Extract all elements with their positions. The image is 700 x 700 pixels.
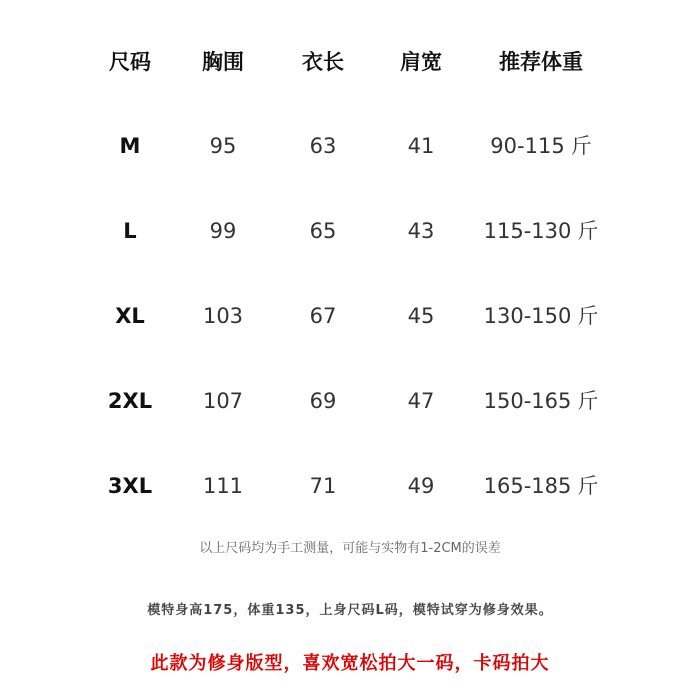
header-weight: 推荐体重 bbox=[499, 50, 583, 74]
table-header-row bbox=[0, 42, 700, 82]
weight-unit: 斤 bbox=[577, 474, 599, 498]
weight-cell bbox=[484, 296, 599, 336]
weight-unit: 斤 bbox=[570, 134, 592, 158]
header-chest: 胸围 bbox=[202, 50, 244, 74]
weight-cell bbox=[484, 466, 599, 506]
length-cell: 65 bbox=[309, 219, 337, 243]
weight-unit: 斤 bbox=[577, 304, 599, 328]
length-cell: 69 bbox=[309, 389, 337, 413]
chest-cell: 103 bbox=[202, 304, 244, 328]
weight-range: 130-150 bbox=[483, 304, 572, 328]
chest-cell: 107 bbox=[202, 389, 244, 413]
weight-cell bbox=[484, 381, 599, 421]
header-size: 尺码 bbox=[109, 50, 151, 74]
size-cell: L bbox=[123, 219, 137, 243]
fit-warning-note: 此款为修身版型，喜欢宽松拍大一码，卡码拍大 bbox=[150, 653, 550, 674]
table-row bbox=[0, 126, 700, 166]
shoulder-cell: 41 bbox=[407, 134, 435, 158]
size-cell: M bbox=[119, 134, 141, 158]
weight-range: 115-130 bbox=[483, 219, 572, 243]
weight-cell bbox=[490, 126, 591, 166]
length-cell: 67 bbox=[309, 304, 337, 328]
weight-range: 165-185 bbox=[483, 474, 572, 498]
table-row bbox=[0, 381, 700, 421]
weight-range: 150-165 bbox=[483, 389, 572, 413]
shoulder-cell: 43 bbox=[407, 219, 435, 243]
weight-unit: 斤 bbox=[577, 219, 599, 243]
weight-cell bbox=[484, 211, 599, 251]
header-shoulder: 肩宽 bbox=[400, 50, 442, 74]
chest-cell: 99 bbox=[209, 219, 237, 243]
table-row bbox=[0, 296, 700, 336]
model-note: 模特身高175，体重135，上身尺码L码，模特试穿为修身效果。 bbox=[147, 603, 553, 618]
measurement-note: 以上尺码均为手工测量，可能与实物有1-2CM的误差 bbox=[199, 541, 501, 556]
shoulder-cell: 49 bbox=[407, 474, 435, 498]
length-cell: 71 bbox=[309, 474, 337, 498]
size-cell: XL bbox=[115, 304, 145, 328]
length-cell: 63 bbox=[309, 134, 337, 158]
weight-range: 90-115 bbox=[490, 134, 565, 158]
shoulder-cell: 47 bbox=[407, 389, 435, 413]
size-cell: 2XL bbox=[107, 389, 153, 413]
size-cell: 3XL bbox=[107, 474, 153, 498]
shoulder-cell: 45 bbox=[407, 304, 435, 328]
table-row bbox=[0, 466, 700, 506]
chest-cell: 95 bbox=[209, 134, 237, 158]
header-length: 衣长 bbox=[302, 50, 344, 74]
weight-unit: 斤 bbox=[577, 389, 599, 413]
table-row bbox=[0, 211, 700, 251]
chest-cell: 111 bbox=[202, 474, 244, 498]
